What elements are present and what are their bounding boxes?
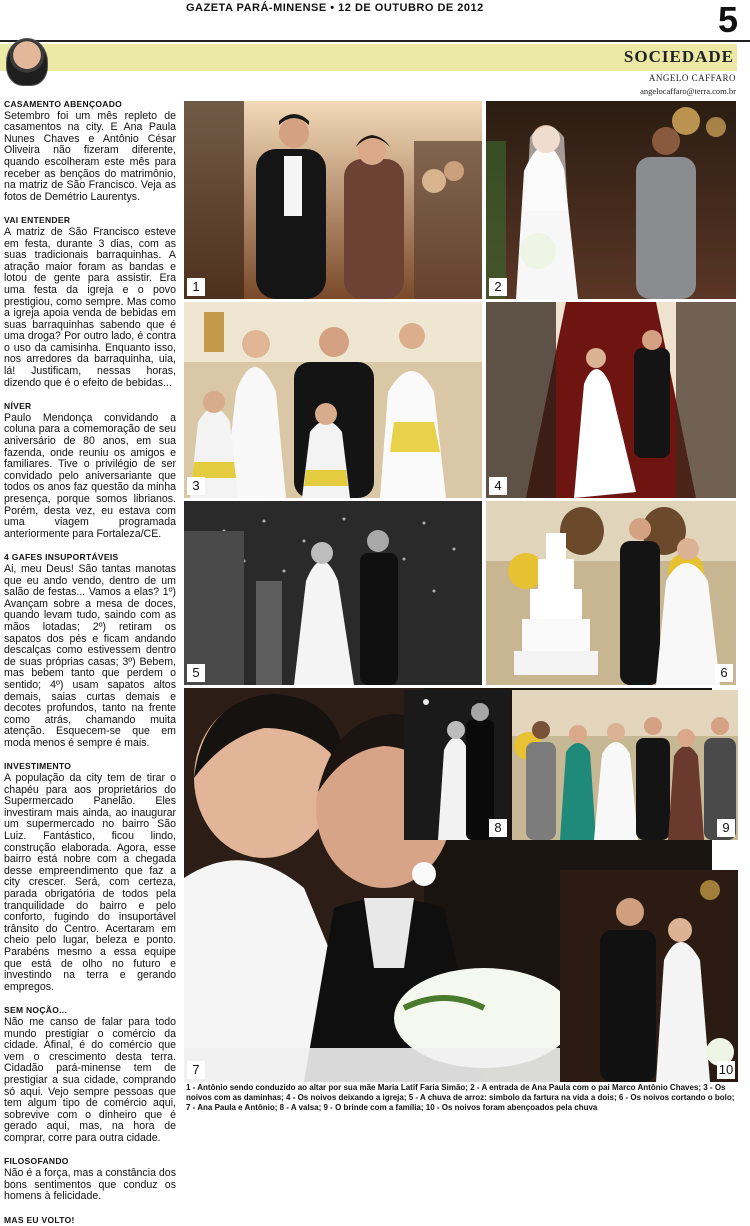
section-heading: SEM NOÇÃO... <box>4 1005 68 1016</box>
photo-1 <box>184 101 482 299</box>
photo-6 <box>486 501 736 685</box>
section-paragraph: A matriz de São Francisco esteve em festa, durante 3 dias, com as suas tradicionais barraquinhas. A atração maior foram as bandas e lotou de gente para assistir. Era uma festa da igreja e o povo prestigiou, como sempre. Mas como a igreja apoia venda de bebidas em suas barraquinhas sabendo que é uma droga? Por outro lado, é contra o uso da camisinha. Enquanto isso, nos arredores da barraquinha, uia, lá! Justificam, nessas horas, dizendo que é o efeito de bebidas... <box>4 225 176 389</box>
section-heading: INVESTIMENTO <box>4 761 72 772</box>
section-heading: CASAMENTO ABENÇOADO <box>4 99 123 109</box>
section-paragraph: Setembro foi um mês repleto de casamentos na city. E Ana Paula Nunes Chaves e Antônio César Oliveira não fizeram diferente, quando escolheram este mês para receber as bençãos do matrimônio, na matriz de São Francisco. Veja as fotos de Demétrio Laurentys. <box>4 109 176 203</box>
photo-number: 3 <box>187 477 205 495</box>
masthead-text: GAZETA PARÁ-MINENSE • 12 DE OUTUBRO DE 2012 <box>186 2 484 14</box>
photo-number: 7 <box>187 1061 205 1079</box>
photo-4 <box>486 302 736 498</box>
photo-2 <box>486 101 736 299</box>
photo-number: 5 <box>187 664 205 682</box>
author-email: angelocaffaro@terra.com.br <box>640 86 736 96</box>
photo-5 <box>184 501 482 685</box>
photo-10 <box>560 870 738 1082</box>
section-heading: 4 GAFES INSUPORTÁVEIS <box>4 552 119 563</box>
section-heading: VAI ENTENDER <box>4 215 71 226</box>
photo-caption: 1 - Antônio sendo conduzido ao altar por sua mãe Maria Latif Faria Simão; 2 - A entrada de Ana Paula com o pai Marco Antônio Chaves; 3 - Os noivos com as daminhas; 4 - Os noivos deixando a igreja; 5 - A chuva de arroz: simbolo da fartura na vida a dois; 6 - Os noivos cortando o bolo; 7 - Ana Paula e Antônio; 8 - A valsa; 9 - O brinde com a família; 10 - Os noivos foram abençoados pela chuva <box>186 1083 735 1112</box>
photo-number: 8 <box>489 819 507 837</box>
photo-number: 1 <box>187 278 205 296</box>
photo-number: 10 <box>718 1062 734 1077</box>
header-rule <box>0 40 750 42</box>
section-paragraph: Ai, meu Deus! São tantas manotas que eu ando vendo, dentro de um salão de festas... Vamos a elas? 1º) Avançam sobre a mesa de doces, quando levam tudo, saindo com as mãos lotadas; 2º) retiram os sapatos dos pés e ficam andando descalças como estivessem dentro de suas próprias casas; 3º) Bebem, mas bebem tanto que perdem o sentido; 4º) usam sapatos altos demais, saias curtas demais e decotes profundos, tanto na frente como atrás, chamando muita atenção. Esquecem-se que em moda menos é sempre é mais. <box>4 562 176 749</box>
column-text <box>4 99 176 1225</box>
page-number: 5 <box>717 0 738 40</box>
section-paragraph: Não é a força, mas a constância dos bons sentimentos que conduz os homens à felicidade. <box>4 1167 176 1203</box>
author-byline: ANGELO CAFFARO <box>648 73 736 83</box>
masthead <box>0 0 750 18</box>
section-heading: MAS EU VOLTO! <box>4 1214 75 1225</box>
photo-number: 9 <box>717 819 735 837</box>
section-heading: FILOSOFANDO <box>4 1156 69 1167</box>
columnist-avatar <box>6 38 48 86</box>
section-paragraph: Paulo Mendonça convidando a coluna para a comemoração de seu aniversário de 80 anos, em sua fazenda, onde reuniu os amigos e familiares. Tive o privilégio de ser convidado pelo aniversariante que todos os anos faz questão da minha presença, porque somos librianos. Porém, desta vez, eu estava com uma viagem programada anteriormente para Fortaleza/CE. <box>4 411 176 540</box>
photo-8 <box>404 690 510 840</box>
photo-9 <box>512 690 738 840</box>
section-paragraph: Não me canso de falar para todo mundo prestigiar o comércio da cidade. Afinal, é do comércio que vem o crescimento desta terra. Cidadão pará-minense tem de prestigiar a sua cidade, comprando só aqui. Vejo sempre pessoas que tem algum tipo de comércio aqui, sobrevive com o dinheiro que é gerado aqui, mas, na hora de comprar, corre para outra cidade. <box>4 1015 176 1144</box>
photo-number: 6 <box>715 664 733 682</box>
section-paragraph: A população da city tem de tirar o chapéu para aos proprietários do Supermercado Panelão. Eles investiram mais ainda, ao inaugurar um supermercado no bairro São Luiz. Fantástico, ficou lindo, construção elaborada. Agora, esse bairro está nobre com a chegada desse empreendimento que faz a city crescer. Será, com certeza, parada obrigatória de todos pela tranquilidade do bairro e pelo conforto, fugindo do insuportável trânsito do Centro. Acertaram em cheio pelo lugar, beleza e ponto. Parabéns mesmo a essa equipe que está de olho no futuro e investindo na terra e gerando empregos. <box>4 772 176 993</box>
photo-number: 2 <box>489 278 507 296</box>
section-heading: NÍVER <box>4 401 32 412</box>
photo-number: 4 <box>489 477 507 495</box>
section-title: SOCIEDADE <box>623 47 734 66</box>
photo-3 <box>184 302 482 498</box>
